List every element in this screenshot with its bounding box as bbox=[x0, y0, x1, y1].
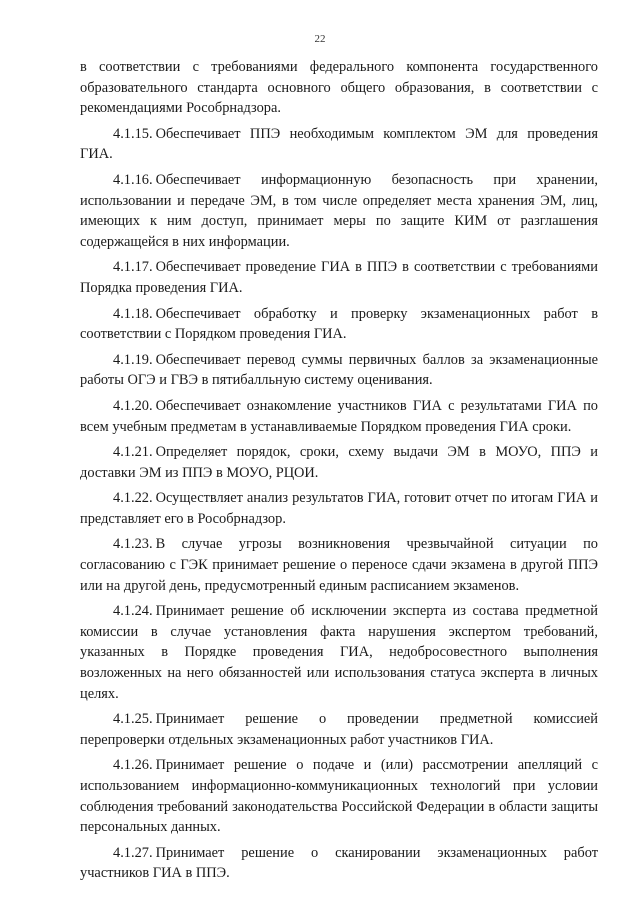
clause-paragraph bbox=[80, 601, 598, 704]
clause-text: Обеспечивает перевод суммы первичных баллов за экзаменационные работы ОГЭ и ГВЭ в пятибалльную систему оценивания. bbox=[80, 351, 598, 389]
clause-paragraph bbox=[80, 843, 598, 884]
clause-paragraph bbox=[80, 755, 598, 837]
clause-number: 4.1.26. bbox=[113, 757, 153, 774]
clause-paragraph bbox=[80, 350, 598, 391]
continuation-paragraph bbox=[80, 57, 598, 119]
clause-number: 4.1.27. bbox=[113, 844, 153, 861]
clause-paragraph bbox=[80, 396, 598, 437]
clause-text: Обеспечивает ознакомление участников ГИА с результатами ГИА по всем учебным предметам в устанавливаемые Порядком проведения ГИА сроки. bbox=[80, 397, 598, 435]
clause-paragraph bbox=[80, 709, 598, 750]
clause-text: Принимает решение о сканировании экзаменационных работ участников ГИА в ППЭ. bbox=[80, 844, 598, 882]
clause-number: 4.1.17. bbox=[113, 259, 153, 276]
document-body bbox=[80, 57, 598, 889]
clause-text: Принимает решение о проведении предметной комиссией перепроверки отдельных экзаменационных работ участников ГИА. bbox=[80, 711, 598, 748]
clause-number: 4.1.25. bbox=[113, 711, 153, 728]
clause-text: Определяет порядок, сроки, схему выдачи ЭМ в МОУО, ППЭ и доставки ЭМ из ППЭ в МОУО, РЦОИ. bbox=[80, 444, 598, 481]
clause-text: Обеспечивает информационную безопасность при хранении, использовании и передаче ЭМ, в том числе определяет места хранения ЭМ, лиц, имеющих к ним доступ, принимает меры по защите КИМ от разглашения содержащейся в них информации. bbox=[80, 171, 598, 250]
clause-text: в соответствии с требованиями федерального компонента государственного образовательного стандарта основного общего образования, в соответствии с рекомендациями Рособрнадзора. bbox=[80, 59, 598, 117]
clause-paragraph bbox=[80, 304, 598, 345]
clause-text: Осуществляет анализ результатов ГИА, готовит отчет по итогам ГИА и представляет его в Рособрнадзор. bbox=[80, 490, 598, 527]
clause-number: 4.1.16. bbox=[113, 171, 153, 188]
clause-number: 4.1.21. bbox=[113, 444, 153, 461]
clause-text: Принимает решение о подаче и (или) рассмотрении апелляций с использованием информационно-коммуникационных технологий при условии соблюдения требований законодательства Российской Федерации в области защиты персональных данных. bbox=[80, 757, 598, 836]
clause-number: 4.1.22. bbox=[113, 490, 153, 507]
clause-number: 4.1.15. bbox=[113, 125, 153, 142]
clause-paragraph bbox=[80, 170, 598, 252]
page-number: 22 bbox=[314, 33, 326, 45]
clause-paragraph bbox=[80, 488, 598, 529]
clause-paragraph bbox=[80, 257, 598, 298]
clause-paragraph bbox=[80, 534, 598, 596]
clause-number: 4.1.19. bbox=[113, 351, 153, 368]
clause-paragraph bbox=[80, 442, 598, 483]
clause-text: В случае угрозы возникновения чрезвычайной ситуации по согласованию с ГЭК принимает решение о переносе сдачи экзамена в другой ППЭ или на другой день, предусмотренный единым расписанием экзаменов. bbox=[80, 536, 598, 594]
clause-text: Обеспечивает проведение ГИА в ППЭ в соответствии с требованиями Порядка проведения ГИА. bbox=[80, 259, 598, 296]
clause-number: 4.1.20. bbox=[113, 397, 153, 414]
clause-text: Обеспечивает обработку и проверку экзаменационных работ в соответствии с Порядком проведения ГИА. bbox=[80, 305, 598, 343]
clause-paragraph bbox=[80, 124, 598, 165]
clause-text: Обеспечивает ППЭ необходимым комплектом ЭМ для проведения ГИА. bbox=[80, 125, 598, 163]
clause-number: 4.1.23. bbox=[113, 536, 153, 553]
clause-text: Принимает решение об исключении эксперта из состава предметной комиссии в случае установления факта нарушения экспертом требований, указанных в Порядке проведения ГИА, недобросовестного выполнения возложенных на него обязанностей или использования статуса эксперта в личных целях. bbox=[80, 603, 598, 702]
clause-number: 4.1.24. bbox=[113, 603, 153, 620]
clause-number: 4.1.18. bbox=[113, 305, 153, 322]
